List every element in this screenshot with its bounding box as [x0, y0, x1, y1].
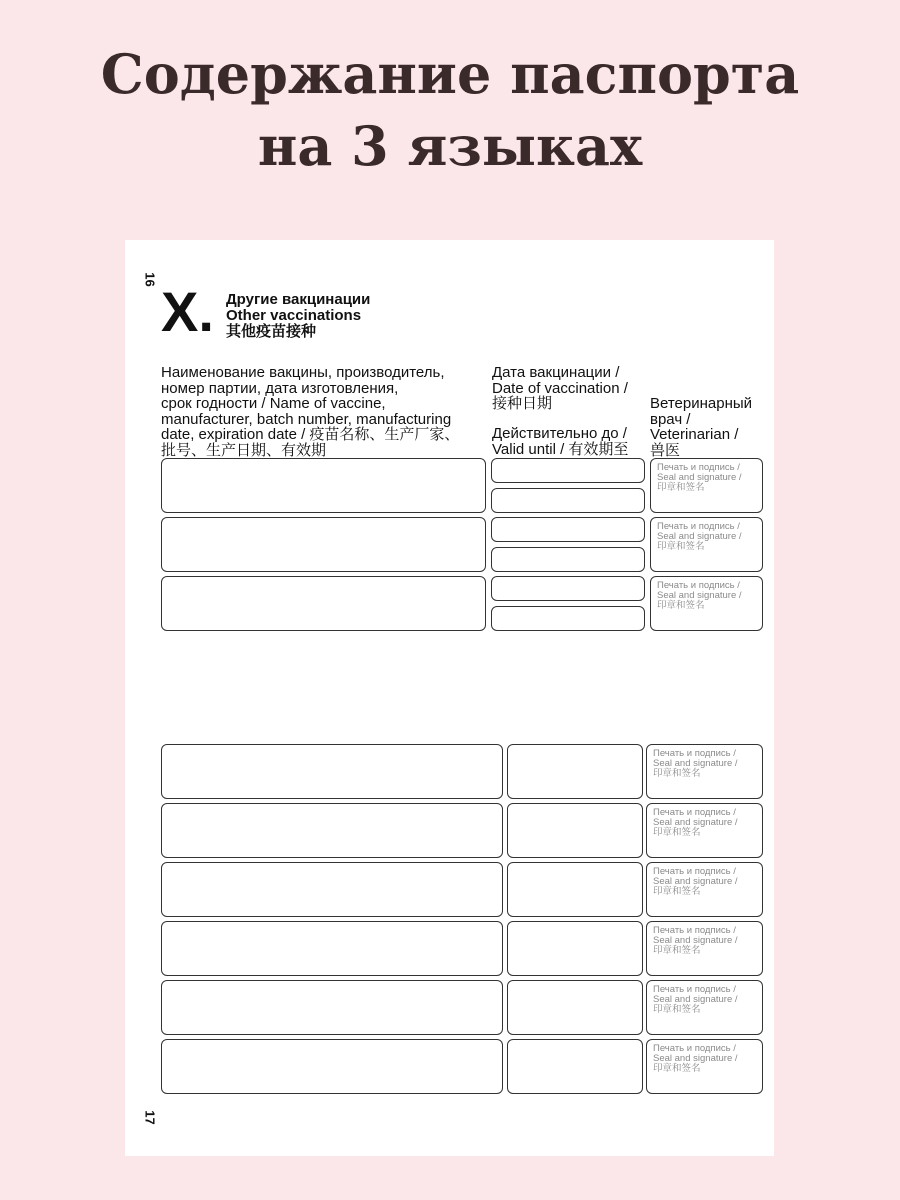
- headline-line-2: на 3 языках: [257, 114, 643, 178]
- vaccine-field[interactable]: [161, 980, 503, 1035]
- column-header-line: Ветеринарный: [650, 395, 753, 412]
- seal-label-zh: 印章和签名: [653, 827, 701, 838]
- seal-label-ru: Печать и подпись /: [657, 521, 740, 532]
- vaccine-field[interactable]: [161, 1039, 503, 1094]
- seal-label-ru: Печать и подпись /: [657, 462, 740, 473]
- seal-signature-box[interactable]: [646, 803, 763, 858]
- seal-label-zh: 印章和签名: [653, 886, 701, 897]
- column-header-line: Наименование вакцины, производитель,: [161, 364, 445, 381]
- passport-page: [125, 240, 774, 1156]
- seal-label-en: Seal and signature /: [657, 472, 742, 483]
- seal-label-en: Seal and signature /: [653, 994, 738, 1005]
- seal-label-zh: 印章和签名: [653, 1004, 701, 1015]
- seal-label-zh: 印章和签名: [657, 482, 705, 493]
- date-field[interactable]: [507, 744, 643, 799]
- column-header-vaccine: [161, 365, 459, 458]
- seal-signature-box[interactable]: [650, 458, 763, 513]
- seal-signature-box[interactable]: [650, 576, 763, 631]
- seal-label-en: Seal and signature /: [653, 935, 738, 946]
- seal-label-zh: 印章和签名: [657, 541, 705, 552]
- vaccination-date-field[interactable]: [491, 458, 645, 483]
- column-header-line: manufacturer, batch number, manufacturing: [161, 410, 452, 428]
- vaccine-field[interactable]: [161, 862, 503, 917]
- column-header-line: Дата вакцинации /: [492, 364, 620, 381]
- seal-label-en: Seal and signature /: [653, 817, 738, 828]
- headline-line-1: Содержание паспорта: [100, 42, 800, 106]
- vaccine-field[interactable]: [161, 458, 486, 513]
- column-header-line: врач /: [650, 410, 691, 428]
- seal-label-ru: Печать и подпись /: [653, 866, 736, 877]
- seal-label-zh: 印章和签名: [653, 768, 701, 779]
- date-field[interactable]: [507, 803, 643, 858]
- valid-until-field[interactable]: [491, 547, 645, 572]
- vaccination-date-field[interactable]: [491, 576, 645, 601]
- column-header-line: номер партии, дата изготовления,: [161, 379, 399, 397]
- column-header-date: [492, 365, 628, 412]
- headline: [0, 38, 900, 182]
- seal-label-en: Seal and signature /: [653, 758, 738, 769]
- page-number-top: 16: [142, 272, 158, 287]
- column-header-line: 兽医: [650, 441, 681, 459]
- column-header-line: срок годности / Name of vaccine,: [161, 395, 386, 412]
- valid-until-field[interactable]: [491, 606, 645, 631]
- seal-label-ru: Печать и подпись /: [657, 580, 740, 591]
- date-field[interactable]: [507, 1039, 643, 1094]
- seal-signature-box[interactable]: [646, 1039, 763, 1094]
- vaccine-field[interactable]: [161, 921, 503, 976]
- seal-label-en: Seal and signature /: [653, 876, 738, 887]
- section-titles: [226, 292, 370, 340]
- column-header-veterinarian: [650, 396, 752, 458]
- seal-label-en: Seal and signature /: [653, 1053, 738, 1064]
- seal-signature-box[interactable]: [646, 862, 763, 917]
- seal-label-zh: 印章和签名: [653, 1063, 701, 1074]
- seal-label-ru: Печать и подпись /: [653, 807, 736, 818]
- seal-signature-box[interactable]: [650, 517, 763, 572]
- seal-label-ru: Печать и подпись /: [653, 1043, 736, 1054]
- seal-label-en: Seal and signature /: [657, 590, 742, 601]
- column-header-line: Date of vaccination /: [492, 379, 628, 397]
- valid-until-field[interactable]: [491, 488, 645, 513]
- section-letter: X.: [161, 280, 214, 343]
- column-header-line: Valid until / 有效期至: [492, 440, 629, 458]
- section-title-ru: Другие вакцинации: [226, 291, 371, 308]
- vaccine-field[interactable]: [161, 576, 486, 631]
- column-header-line: 批号、生产日期、有效期: [161, 441, 327, 459]
- date-field[interactable]: [507, 921, 643, 976]
- column-header-line: date, expiration date / 疫苗名称、生产厂家、: [161, 426, 460, 443]
- date-field[interactable]: [507, 862, 643, 917]
- seal-label-zh: 印章和签名: [657, 600, 705, 611]
- seal-label-ru: Печать и подпись /: [653, 984, 736, 995]
- vaccine-field[interactable]: [161, 517, 486, 572]
- page-number-bottom: 17: [142, 1110, 158, 1125]
- vaccination-date-field[interactable]: [491, 517, 645, 542]
- section-title-zh: 其他疫苗接种: [226, 323, 317, 340]
- column-header-valid-until: [492, 426, 628, 457]
- seal-label-ru: Печать и подпись /: [653, 748, 736, 759]
- seal-signature-box[interactable]: [646, 744, 763, 799]
- vaccine-field[interactable]: [161, 744, 503, 799]
- seal-label-ru: Печать и подпись /: [653, 925, 736, 936]
- vaccine-field[interactable]: [161, 803, 503, 858]
- seal-signature-box[interactable]: [646, 980, 763, 1035]
- seal-signature-box[interactable]: [646, 921, 763, 976]
- column-header-line: Действительно до /: [492, 425, 627, 442]
- column-header-line: 接种日期: [492, 395, 553, 412]
- seal-label-zh: 印章和签名: [653, 945, 701, 956]
- date-field[interactable]: [507, 980, 643, 1035]
- column-header-line: Veterinarian /: [650, 426, 739, 443]
- seal-label-en: Seal and signature /: [657, 531, 742, 542]
- section-title-en: Other vaccinations: [226, 307, 362, 324]
